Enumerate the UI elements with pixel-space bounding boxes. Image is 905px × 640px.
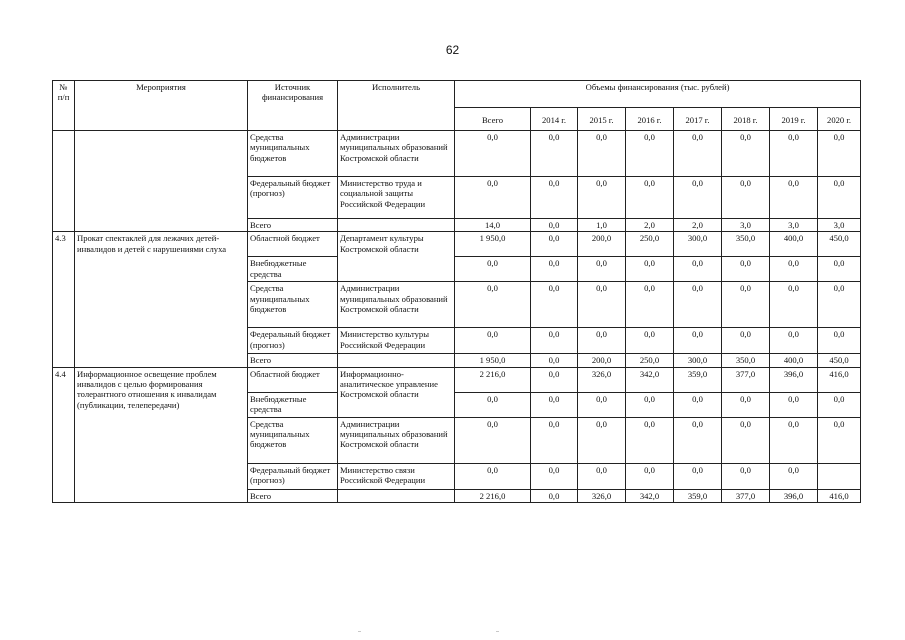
funding-value: 0,0 — [818, 177, 861, 219]
total-value: 326,0 — [578, 489, 626, 502]
header-year-col: 2018 г. — [722, 108, 770, 131]
funding-value: 0,0 — [455, 392, 531, 417]
funding-value: 0,0 — [578, 392, 626, 417]
measure-name: Прокат спектаклей для лежачих детей-инвалидов и детей с нарушениями слуха — [75, 232, 248, 367]
funding-value: 0,0 — [674, 328, 722, 354]
funding-value: 450,0 — [818, 232, 861, 257]
funding-value: 0,0 — [818, 131, 861, 177]
funding-value — [818, 463, 861, 489]
item-number: 4.3 — [53, 232, 75, 367]
funding-source: Средства муниципальных бюджетов — [248, 417, 338, 463]
funding-value: 200,0 — [578, 232, 626, 257]
executor — [338, 219, 455, 232]
funding-value: 0,0 — [770, 463, 818, 489]
funding-value: 0,0 — [455, 177, 531, 219]
funding-value: 416,0 — [818, 367, 861, 392]
funding-value: 0,0 — [531, 463, 578, 489]
funding-value: 0,0 — [455, 131, 531, 177]
funding-value: 2 216,0 — [455, 367, 531, 392]
funding-value: 396,0 — [770, 367, 818, 392]
funding-value: 0,0 — [674, 392, 722, 417]
funding-value: 0,0 — [455, 417, 531, 463]
measure-name — [75, 131, 248, 232]
header-volumes: Объемы финансирования (тыс. рублей) — [455, 81, 861, 108]
funding-source: Всего — [248, 354, 338, 367]
funding-value: 0,0 — [455, 463, 531, 489]
total-value: 200,0 — [578, 354, 626, 367]
funding-value: 0,0 — [531, 232, 578, 257]
total-value: 250,0 — [626, 354, 674, 367]
funding-value: 0,0 — [626, 257, 674, 282]
funding-value: 0,0 — [674, 463, 722, 489]
total-value: 377,0 — [722, 489, 770, 502]
total-value: 400,0 — [770, 354, 818, 367]
funding-source: Средства муниципальных бюджетов — [248, 282, 338, 328]
total-value: 350,0 — [722, 354, 770, 367]
executor: Министерство культуры Российской Федерации — [338, 328, 455, 354]
total-value: 2 216,0 — [455, 489, 531, 502]
funding-value: 0,0 — [818, 328, 861, 354]
funding-value: 0,0 — [770, 177, 818, 219]
funding-value: 0,0 — [770, 328, 818, 354]
total-value: 1 950,0 — [455, 354, 531, 367]
funding-value: 0,0 — [770, 257, 818, 282]
funding-value: 0,0 — [770, 131, 818, 177]
funding-value: 0,0 — [722, 257, 770, 282]
funding-value: 0,0 — [578, 463, 626, 489]
funding-value: 0,0 — [578, 282, 626, 328]
total-value: 2,0 — [674, 219, 722, 232]
header-year-col: Всего — [455, 108, 531, 131]
scan-artifact — [496, 631, 499, 632]
scan-artifact — [358, 631, 361, 632]
funding-value: 0,0 — [531, 417, 578, 463]
funding-value: 0,0 — [626, 177, 674, 219]
item-number: 4.4 — [53, 367, 75, 502]
funding-value: 0,0 — [722, 131, 770, 177]
funding-source: Всего — [248, 489, 338, 502]
funding-value: 0,0 — [626, 417, 674, 463]
funding-value: 0,0 — [722, 177, 770, 219]
funding-value: 0,0 — [531, 367, 578, 392]
executor — [338, 489, 455, 502]
executor: Департамент культуры Костромской области — [338, 232, 455, 282]
funding-value: 0,0 — [626, 328, 674, 354]
funding-value: 0,0 — [455, 328, 531, 354]
funding-value: 0,0 — [531, 131, 578, 177]
funding-value: 0,0 — [626, 282, 674, 328]
funding-value: 0,0 — [818, 417, 861, 463]
funding-value: 0,0 — [578, 257, 626, 282]
funding-source: Областной бюджет — [248, 367, 338, 392]
funding-value: 0,0 — [770, 392, 818, 417]
measure-name: Информационное освещение проблем инвалидов с целью формирования толерантного отношения к инвалидам (публикации, телепередачи) — [75, 367, 248, 502]
funding-value: 0,0 — [531, 177, 578, 219]
funding-value: 0,0 — [578, 177, 626, 219]
funding-value: 0,0 — [674, 131, 722, 177]
funding-value: 0,0 — [818, 392, 861, 417]
funding-value: 250,0 — [626, 232, 674, 257]
header-year-col: 2017 г. — [674, 108, 722, 131]
executor: Информационно-аналитическое управление Костромской области — [338, 367, 455, 417]
funding-source: Федеральный бюджет (прогноз) — [248, 328, 338, 354]
executor: Администрации муниципальных образований Костромской области — [338, 417, 455, 463]
funding-value: 0,0 — [722, 328, 770, 354]
funding-source: Областной бюджет — [248, 232, 338, 257]
total-value: 1,0 — [578, 219, 626, 232]
total-value: 2,0 — [626, 219, 674, 232]
funding-value: 0,0 — [674, 257, 722, 282]
funding-value: 0,0 — [722, 392, 770, 417]
funding-value: 0,0 — [455, 282, 531, 328]
funding-value: 0,0 — [674, 417, 722, 463]
funding-value: 0,0 — [531, 257, 578, 282]
funding-value: 0,0 — [722, 282, 770, 328]
funding-value: 377,0 — [722, 367, 770, 392]
total-value: 0,0 — [531, 489, 578, 502]
total-value: 300,0 — [674, 354, 722, 367]
funding-value: 400,0 — [770, 232, 818, 257]
total-value: 3,0 — [722, 219, 770, 232]
total-value: 396,0 — [770, 489, 818, 502]
table-row — [53, 131, 861, 177]
funding-value: 342,0 — [626, 367, 674, 392]
funding-value: 0,0 — [531, 282, 578, 328]
funding-value: 1 950,0 — [455, 232, 531, 257]
financing-table — [52, 80, 861, 503]
executor: Администрации муниципальных образований Костромской области — [338, 131, 455, 177]
total-value: 3,0 — [770, 219, 818, 232]
header-year-col: 2014 г. — [531, 108, 578, 131]
funding-value: 0,0 — [455, 257, 531, 282]
header-executor: Исполнитель — [338, 81, 455, 131]
funding-source: Внебюджетные средства — [248, 257, 338, 282]
funding-value: 0,0 — [818, 257, 861, 282]
funding-value: 0,0 — [626, 463, 674, 489]
funding-source: Всего — [248, 219, 338, 232]
page-number: 62 — [445, 43, 460, 57]
funding-value: 0,0 — [578, 131, 626, 177]
total-value: 0,0 — [531, 219, 578, 232]
table-row — [53, 232, 861, 257]
funding-value: 0,0 — [674, 282, 722, 328]
header-num: № п/п — [53, 81, 75, 131]
executor: Министерство труда и социальной защиты Российской Федерации — [338, 177, 455, 219]
table-header — [53, 81, 861, 131]
funding-value: 326,0 — [578, 367, 626, 392]
header-measure: Мероприятия — [75, 81, 248, 131]
executor — [338, 354, 455, 367]
funding-value: 350,0 — [722, 232, 770, 257]
funding-source: Средства муниципальных бюджетов — [248, 131, 338, 177]
total-value: 359,0 — [674, 489, 722, 502]
funding-value: 0,0 — [818, 282, 861, 328]
header-source: Источник финансирования — [248, 81, 338, 131]
funding-source: Федеральный бюджет (прогноз) — [248, 463, 338, 489]
funding-value: 0,0 — [770, 417, 818, 463]
funding-value: 0,0 — [722, 417, 770, 463]
total-value: 14,0 — [455, 219, 531, 232]
executor: Администрации муниципальных образований Костромской области — [338, 282, 455, 328]
header-year-col: 2016 г. — [626, 108, 674, 131]
total-value: 342,0 — [626, 489, 674, 502]
total-value: 3,0 — [818, 219, 861, 232]
funding-source: Федеральный бюджет (прогноз) — [248, 177, 338, 219]
funding-value: 0,0 — [626, 392, 674, 417]
funding-value: 0,0 — [626, 131, 674, 177]
funding-value: 0,0 — [770, 282, 818, 328]
funding-value: 0,0 — [578, 328, 626, 354]
total-value: 450,0 — [818, 354, 861, 367]
table-body — [53, 131, 861, 503]
executor: Министерство связи Российской Федерации — [338, 463, 455, 489]
funding-source: Внебюджетные средства — [248, 392, 338, 417]
table-row — [53, 367, 861, 392]
header-year-col: 2020 г. — [818, 108, 861, 131]
item-number — [53, 131, 75, 232]
funding-value: 0,0 — [531, 328, 578, 354]
funding-value: 0,0 — [578, 417, 626, 463]
funding-value: 359,0 — [674, 367, 722, 392]
funding-value: 300,0 — [674, 232, 722, 257]
header-year-col: 2015 г. — [578, 108, 626, 131]
funding-value: 0,0 — [674, 177, 722, 219]
funding-value: 0,0 — [531, 392, 578, 417]
funding-value: 0,0 — [722, 463, 770, 489]
total-value: 0,0 — [531, 354, 578, 367]
total-value: 416,0 — [818, 489, 861, 502]
header-year-col: 2019 г. — [770, 108, 818, 131]
